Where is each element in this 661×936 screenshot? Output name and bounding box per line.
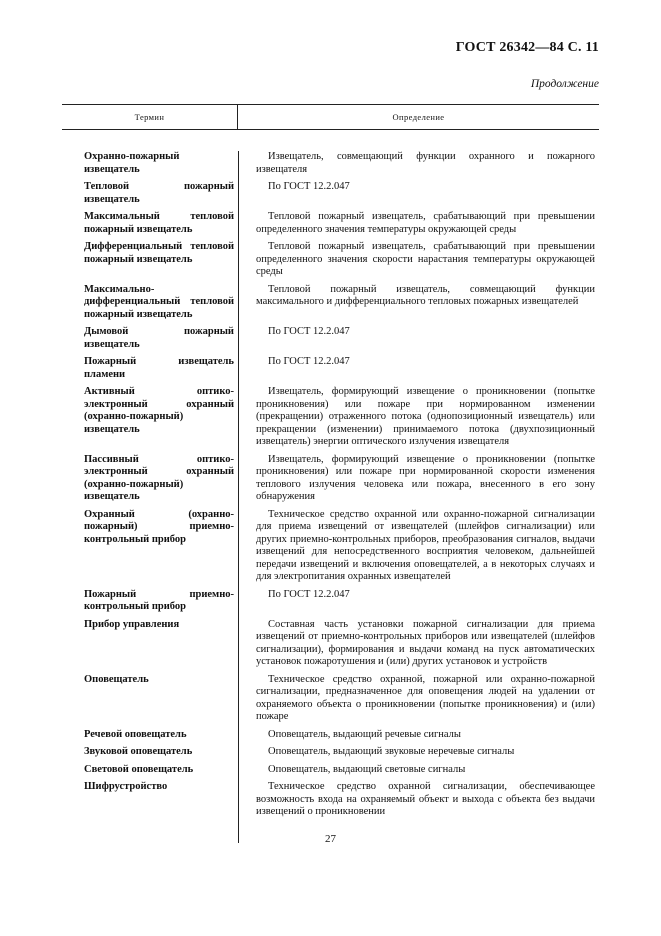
column-header-definition: Определение: [392, 112, 445, 122]
table-row: [62, 241, 599, 279]
term-cell: Дифференциальный тепловой пожарный извещатель: [84, 241, 234, 265]
definition-cell: Тепловой пожарный извещатель, срабатывающий при превышении определенного значения температуры окружающей среды: [256, 211, 595, 235]
definition-cell: По ГОСТ 12.2.047: [268, 356, 350, 367]
term-cell: Охранный (охранно-пожарный) приемно-контрольный прибор: [84, 508, 234, 545]
table-row: [62, 619, 599, 669]
definition-cell: Извещатель, формирующий извещение о проникновении (попытке проникновения) или пожаре при нормированном изменении (прекращении) отраженного потока (однопозиционный извещатель) или прекращении (изменении) принимаемого потока (двухпозиционный извещатель) энергии оптического излучения извещателя: [256, 386, 595, 447]
definition-cell: Техническое средство охранной или охранно-пожарной сигнализации для приема извещений от извещателей (шлейфов сигнализации) или других приемно-контрольных приборов, преобразования сигналов, выдачи извещений для непосредственного восприятия человеком, дальнейшей передачи извещений и включения оповещателей, а в некоторых случаях и для электропитания охранных извещателей: [256, 508, 595, 582]
terms-table: [62, 104, 599, 819]
term-cell: Оповещатель: [84, 673, 149, 685]
definition-cell: Извещатель, совмещающий функции охранного и пожарного извещателя: [256, 151, 595, 175]
term-cell: Звуковой оповещатель: [84, 746, 193, 757]
definition-cell: Извещатель, формирующий извещение о проникновении (попытке проникновения) или пожаре при нормированной скорости изменения теплового излучения человека или пожара, внесенного в его зону обнаружения: [256, 453, 595, 502]
continuation-label: Продолжение: [530, 78, 599, 90]
definition-cell: Оповещатель, выдающий световые сигналы: [268, 763, 466, 775]
term-cell: Речевой оповещатель: [84, 728, 187, 740]
term-cell: Максимально-дифференциальный тепловой пожарный извещатель: [84, 283, 234, 320]
term-cell: Активный оптико-электронный охранный (охранно-пожарный) извещатель: [84, 386, 234, 435]
term-cell: Пожарный приемно-контрольный прибор: [84, 588, 234, 612]
definition-cell: Тепловой пожарный извещатель, совмещающий функции максимального и дифференциального тепловых пожарных извещателей: [256, 283, 595, 307]
table-row: [62, 181, 599, 206]
table-row: [62, 284, 599, 322]
table-row: [62, 386, 599, 449]
table-row: [62, 211, 599, 236]
term-cell: Тепловой пожарный извещатель: [84, 181, 234, 205]
term-cell: Шифрустройство: [84, 781, 168, 792]
table-row: [62, 151, 599, 176]
standard-header: ГОСТ 26342—84 С. 11: [455, 40, 599, 55]
page-number: 27: [325, 833, 336, 845]
definition-cell: Составная часть установки пожарной сигнализации для приема извещений от приемно-контрольных приборов или извещателей (шлейфов сигнализации), формирования и выдачи команд на пуск автоматических установок пожаротушения и (или) других установок и устройств: [256, 618, 595, 667]
definition-cell: Тепловой пожарный извещатель, срабатывающий при превышении определенного значения скорости нарастания температуры окружающей среды: [256, 241, 595, 277]
table-row: [62, 326, 599, 351]
definition-cell: По ГОСТ 12.2.047: [268, 588, 350, 600]
table-header: [62, 104, 599, 130]
definition-cell: Оповещатель, выдающий звуковые неречевые сигналы: [268, 746, 515, 757]
term-cell: Охранно-пожарный извещатель: [84, 151, 180, 175]
table-row: [62, 764, 599, 777]
table-row: [62, 589, 599, 614]
term-cell: Прибор управления: [84, 618, 180, 630]
definition-cell: Оповещатель, выдающий речевые сигналы: [268, 728, 461, 740]
table-body: [62, 151, 599, 819]
table-row: [62, 674, 599, 724]
table-row: [62, 509, 599, 584]
term-cell: Пожарный извещатель пламени: [84, 356, 234, 380]
term-cell: Световой оповещатель: [84, 763, 194, 775]
term-cell: Пассивный оптико-электронный охранный (охранно-пожарный) извещатель: [84, 453, 234, 502]
definition-cell: По ГОСТ 12.2.047: [268, 326, 350, 337]
table-row: [62, 746, 599, 759]
term-cell: Дымовой пожарный извещатель: [84, 326, 234, 350]
column-divider: [238, 151, 239, 843]
term-cell: Максимальный тепловой пожарный извещатель: [84, 211, 234, 235]
table-row: [62, 729, 599, 742]
definition-cell: По ГОСТ 12.2.047: [268, 181, 350, 192]
column-header-term: Термин: [62, 105, 238, 129]
definition-cell: Техническое средство охранной, пожарной или охранно-пожарной сигнализации, предназначенное для оповещения людей на удалении от охраняемого объекта о проникновении (попытке проникновения) и (или) пожаре: [256, 673, 595, 722]
table-row: [62, 781, 599, 819]
definition-cell: Техническое средство охранной сигнализации, обеспечивающее возможность входа на охраняемый объект и выхода с объекта без выдачи извещений о проникновении: [256, 781, 595, 817]
table-row: [62, 356, 599, 381]
table-row: [62, 454, 599, 504]
